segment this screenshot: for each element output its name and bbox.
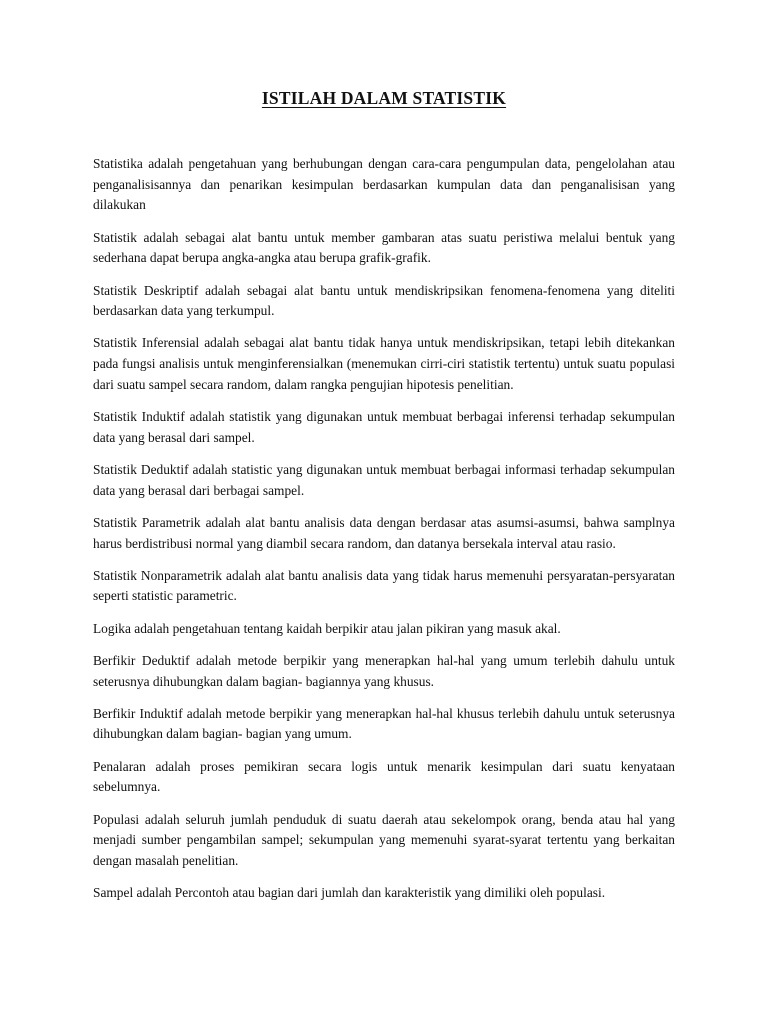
- paragraph-statistik-deskriptif: Statistik Deskriptif adalah sebagai alat bantu untuk mendiskripsikan fenomena-fenomena yang diteliti berdasarkan data yang terkumpul.: [93, 282, 675, 319]
- paragraph-statistik-nonparametrik: Statistik Nonparametrik adalah alat bantu analisis data yang tidak harus memenuhi persyaratan-persyaratan seperti statistic parametric.: [93, 567, 675, 604]
- paragraph-populasi: Populasi adalah seluruh jumlah penduduk di suatu daerah atau sekelompok orang, benda atau hal yang menjadi sumber pengambilan sampel; sekumpulan yang memenuhi syarat-syarat tertentu yang berkaitan dengan masalah penelitian.: [93, 811, 675, 868]
- paragraph-statistika: Statistika adalah pengetahuan yang berhubungan dengan cara-cara pengumpulan data, pengelolahan atau penganalisisannya dan penarikan kesimpulan berdasarkan kumpulan data dan penganalisisan yang dilakukan: [93, 156, 675, 213]
- paragraph-statistik-deduktif: Statistik Deduktif adalah statistic yang digunakan untuk membuat berbagai informasi terhadap sekumpulan data yang berasal dari berbagai sampel.: [93, 461, 675, 498]
- paragraph-logika: Logika adalah pengetahuan tentang kaidah berpikir atau jalan pikiran yang masuk akal.: [93, 620, 561, 636]
- paragraph-statistik-inferensial: Statistik Inferensial adalah sebagai alat bantu tidak hanya untuk mendiskripsikan, tetapi lebih ditekankan pada fungsi analisis untuk menginferensialkan (menemukan cirri-ciri statistik tertentu) untuk suatu populasi dari suatu sampel secara random, dalam rangka pengujian hipotesis penelitian.: [93, 335, 675, 392]
- document-body: [93, 154, 675, 915]
- paragraph-berfikir-deduktif: Berfikir Deduktif adalah metode berpikir yang menerapkan hal-hal yang umum terlebih dahulu untuk seterusnya dihubungkan dalam bagian- bagiannya yang khusus.: [93, 652, 675, 689]
- paragraph-statistik: Statistik adalah sebagai alat bantu untuk member gambaran atas suatu peristiwa melalui bentuk yang sederhana dapat berupa angka-angka atau berupa grafik-grafik.: [93, 229, 675, 266]
- paragraph-statistik-parametrik: Statistik Parametrik adalah alat bantu analisis data dengan berdasar atas asumsi-asumsi, bahwa samplnya harus berdistribusi normal yang diambil secara random, dan datanya bersekala interval atau rasio.: [93, 514, 675, 551]
- paragraph-penalaran: Penalaran adalah proses pemikiran secara logis untuk menarik kesimpulan dari suatu kenyataan sebelumnya.: [93, 758, 675, 795]
- document-title: ISTILAH DALAM STATISTIK: [261, 88, 507, 108]
- paragraph-sampel: Sampel adalah Percontoh atau bagian dari jumlah dan karakteristik yang dimiliki oleh populasi.: [93, 885, 606, 901]
- paragraph-berfikir-induktif: Berfikir Induktif adalah metode berpikir yang menerapkan hal-hal khusus terlebih dahulu untuk seterusnya dihubungkan dalam bagian- bagian yang umum.: [93, 705, 675, 742]
- paragraph-statistik-induktif: Statistik Induktif adalah statistik yang digunakan untuk membuat berbagai inferensi terhadap sekumpulan data yang berasal dari sampel.: [93, 409, 675, 445]
